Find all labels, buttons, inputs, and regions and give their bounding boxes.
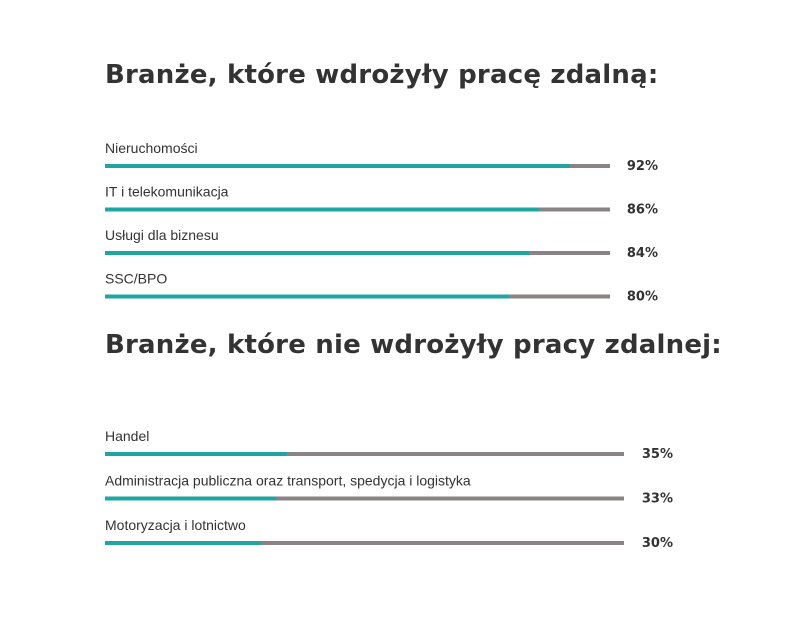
- chart-1-bar: [105, 295, 509, 299]
- chart-1-title: Branże, które wdrożyły pracę zdalną:: [105, 60, 659, 90]
- chart-1-category-label: Usługi dla biznesu: [105, 227, 219, 243]
- chart-1-category-label: Nieruchomości: [105, 140, 198, 156]
- chart-2-category-label: Administracja publiczna oraz transport, spedycja i logistyka: [105, 472, 471, 489]
- chart-2-category-label: Motoryzacja i lotnictwo: [105, 517, 246, 533]
- chart-1-bar: [105, 208, 539, 212]
- chart-2-bar: [105, 497, 276, 501]
- chart-2-value-label: 35%: [641, 447, 673, 462]
- chart-2-bar: [105, 541, 261, 545]
- chart-1-value-label: 86%: [626, 202, 658, 218]
- chart-1-value-label: 80%: [626, 289, 658, 305]
- chart-1-value-label: 92%: [626, 159, 658, 174]
- chart-2-value-label: 30%: [641, 536, 673, 551]
- chart-2-value-label: 33%: [641, 491, 673, 507]
- chart-1-value-label: 84%: [626, 246, 658, 261]
- chart-1-category-label: IT i telekomunikacja: [105, 183, 229, 200]
- chart-1-bar: [105, 251, 529, 255]
- chart-1-bar: [105, 164, 570, 168]
- chart-2-category-label: Handel: [105, 428, 150, 444]
- chart-2-title: Branże, które nie wdrożyły pracy zdalnej:: [105, 330, 722, 360]
- chart-2-bar: [105, 452, 287, 456]
- chart-1-category-label: SSC/BPO: [105, 270, 168, 287]
